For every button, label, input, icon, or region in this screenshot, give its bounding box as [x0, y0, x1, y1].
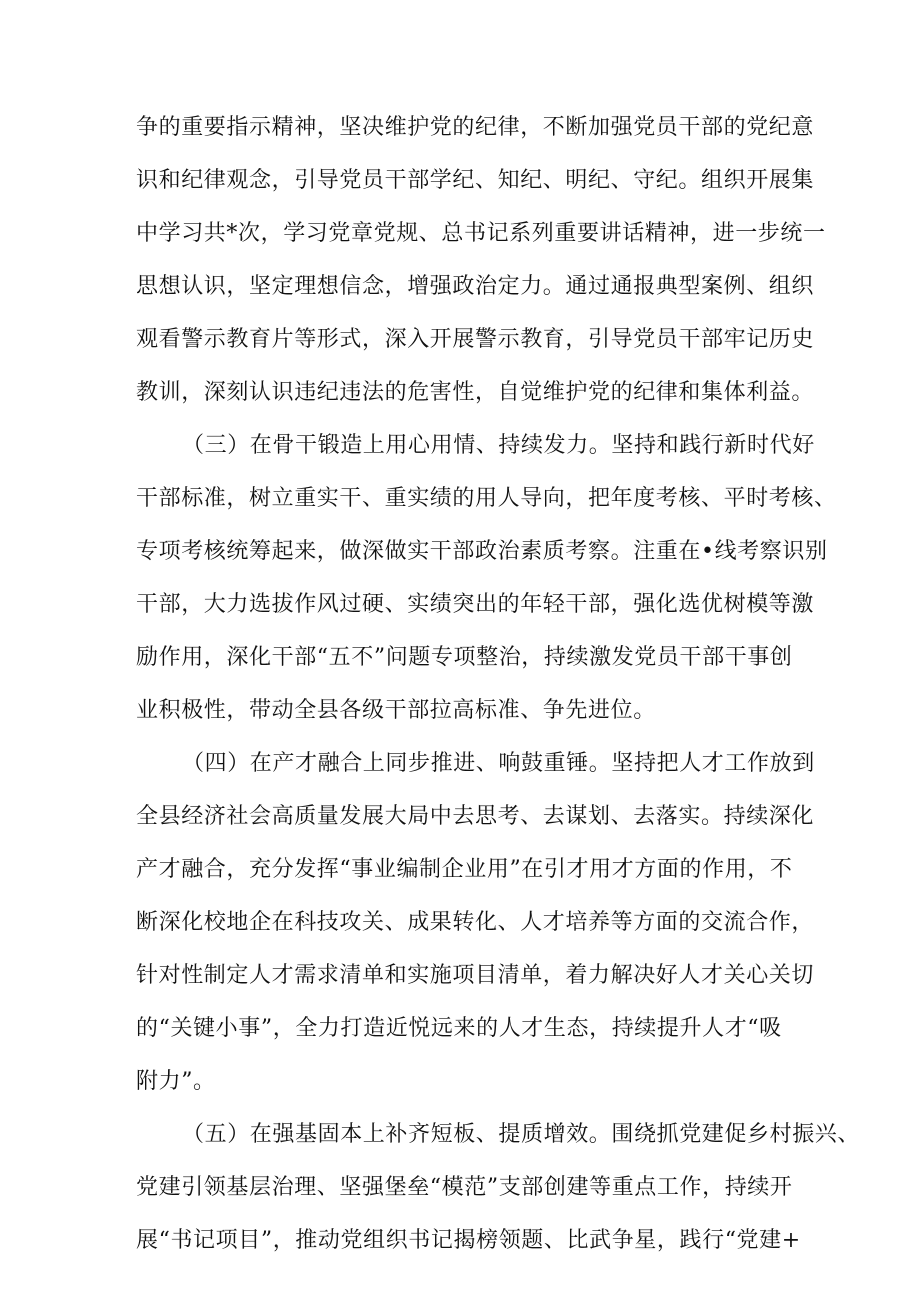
text-line: 励作用，深化干部“五不”问题专项整治，持续激发党员干部干事创	[136, 645, 793, 670]
text-line: 的“关键小事”，全力打造近悦远来的人才生态，持续提升人才“吸	[136, 1016, 782, 1041]
paragraph-heading-4: （四）在产才融合上同步推进、响鼓重锤。坚持把人才工作放到	[182, 751, 815, 776]
text-line: 识和纪律观念，引导党员干部学纪、知纪、明纪、守纪。组织开展集	[136, 168, 815, 193]
text-line: 干部，大力选拔作风过硬、实绩突出的年轻干部，强化选优树模等激	[136, 592, 815, 617]
text-line: 附力”。	[136, 1069, 216, 1094]
text-line: 争的重要指示精神，坚决维护党的纪律，不断加强党员干部的党纪意	[136, 115, 815, 140]
text-line: 展“书记项目”，推动党组织书记揭榜领题、比武争星，践行“党建+	[136, 1228, 801, 1253]
paragraph-heading-3: （三）在骨干锻造上用心用情、持续发力。坚持和践行新时代好	[182, 433, 815, 458]
text-line: 断深化校地企在科技攻关、成果转化、人才培养等方面的交流合作，	[136, 910, 815, 935]
text-line: 党建引领基层治理、坚强堡垒“模范”支部创建等重点工作，持续开	[136, 1175, 793, 1200]
text-line: 干部标准，树立重实干、重实绩的用人导向，把年度考核、平时考核、	[136, 486, 837, 511]
text-line: 针对性制定人才需求清单和实施项目清单，着力解决好人才关心关切	[136, 963, 815, 988]
text-line: 思想认识，坚定理想信念，增强政治定力。通过通报典型案例、组织	[136, 274, 815, 299]
text-line: 产才融合，充分发挥“事业编制企业用”在引才用才方面的作用，不	[136, 857, 793, 882]
text-line: 观看警示教育片等形式，深入开展警示教育，引导党员干部牢记历史	[136, 327, 815, 352]
text-line: 专项考核统筹起来，做深做实干部政治素质考察。注重在•线考察识别	[136, 539, 828, 564]
text-line: 全县经济社会高质量发展大局中去思考、去谋划、去落实。持续深化	[136, 804, 815, 829]
paragraph-heading-5: （五）在强基固本上补齐短板、提质增效。围绕抓党建促乡村振兴、	[182, 1122, 861, 1147]
text-line: 业积极性，带动全县各级干部拉高标准、争先进位。	[136, 698, 656, 723]
text-line: 教训，深刻认识违纪违法的危害性，自觉维护党的纪律和集体利益。	[136, 380, 815, 405]
text-line: 中学习共*次，学习党章党规、总书记系列重要讲话精神，进一步统一	[136, 221, 826, 246]
